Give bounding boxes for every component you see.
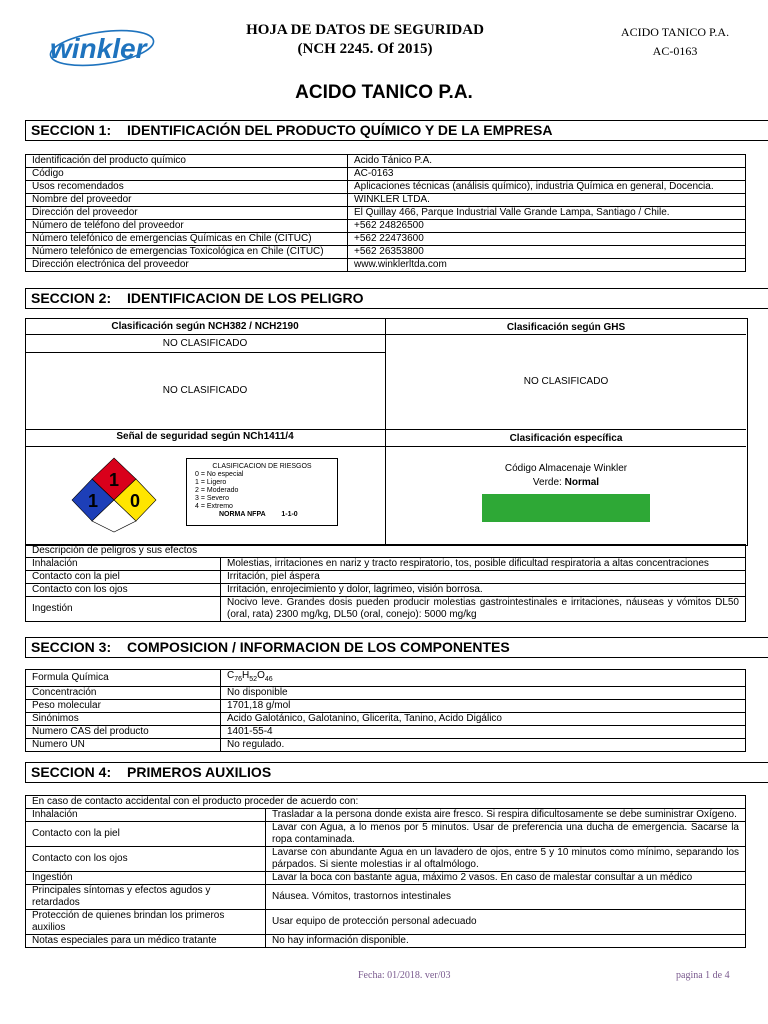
formula-label: Formula Química <box>26 670 221 687</box>
formula-h-count: 52 <box>249 676 258 683</box>
divider <box>25 446 746 447</box>
row-label: Sinónimos <box>26 713 221 726</box>
storage-code-value <box>386 477 746 488</box>
row-label: Inhalación <box>26 809 266 822</box>
row-value: Molestias, irritaciones en nariz y tracto respiratorio, tos, posible dificultad respiratoria a altas concentraciones <box>221 558 746 571</box>
header-product-name: ACIDO TANICO P.A. <box>620 25 730 39</box>
row-value: WINKLER LTDA. <box>348 194 746 207</box>
first-aid-intro: En caso de contacto accidental con el producto proceder de acuerdo con: <box>26 796 746 809</box>
specific-classification-header: Clasificación específica <box>509 433 623 444</box>
row-value: No hay información disponible. <box>266 935 746 948</box>
table-row <box>26 822 746 847</box>
table-row <box>26 713 746 726</box>
ghs-value: NO CLASIFICADO <box>523 376 609 387</box>
nch-value: NO CLASIFICADO <box>162 385 248 396</box>
row-label: Ingestión <box>26 597 221 622</box>
storage-prefix: Verde: <box>532 477 562 488</box>
section1-table <box>25 154 746 272</box>
table-row <box>26 739 746 752</box>
legend-item: 1 = Ligero <box>195 479 227 486</box>
row-label: Notas especiales para un médico tratante <box>26 935 266 948</box>
table-row <box>26 545 746 558</box>
section1-number: SECCION 1: <box>31 122 112 138</box>
section2-number: SECCION 2: <box>31 290 112 306</box>
row-value: Lavarse con abundante Agua en un lavadero de ojos, entre 5 y 10 minutos como mínimo, separando los párpados. Si siente molestias ir al oftalmólogo. <box>266 847 746 872</box>
divider <box>25 334 746 335</box>
row-value: Trasladar a la persona donde exista aire fresco. Si respira dificultosamente se debe suministrar Oxígeno. <box>266 809 746 822</box>
legend-items <box>187 471 337 511</box>
row-label: Protección de quienes brindan los primeros auxilios <box>26 910 266 935</box>
table-row <box>26 935 746 948</box>
row-value: Aplicaciones técnicas (análisis químico), industria Química en general, Docencia. <box>348 181 746 194</box>
row-value: Usar equipo de protección personal adecuado <box>266 910 746 935</box>
ghs-classification-header: Clasificación según GHS <box>506 322 626 333</box>
section3-name: COMPOSICION / INFORMACION DE LOS COMPONENTES <box>127 639 510 655</box>
footer-date: Fecha: 01/2018. ver/03 <box>358 970 451 981</box>
table-row <box>26 910 746 935</box>
row-label: Código <box>26 168 348 181</box>
row-label: Ingestión <box>26 872 266 885</box>
nfpa-health-value: 1 <box>87 491 99 511</box>
legend-item: 3 = Severo <box>195 495 230 502</box>
logo-text: winkler <box>50 33 147 64</box>
row-label: Numero UN <box>26 739 221 752</box>
formula-o-count: 46 <box>264 676 273 683</box>
divider <box>25 352 385 353</box>
row-value: +562 26353800 <box>348 246 746 259</box>
norma-value: 1-1-0 <box>281 511 298 518</box>
section3-number: SECCION 3: <box>31 639 112 655</box>
row-value: No disponible <box>221 687 746 700</box>
nfpa-flammability-value: 1 <box>108 470 120 490</box>
nfpa-diamond-icon <box>70 456 158 534</box>
table-row <box>26 726 746 739</box>
document-header-title <box>200 21 530 59</box>
row-label: Principales síntomas y efectos agudos y retardados <box>26 885 266 910</box>
table-row <box>26 670 746 687</box>
table-row <box>26 885 746 910</box>
row-label: Contacto con los ojos <box>26 847 266 872</box>
section3-table <box>25 669 746 752</box>
row-value: www.winklerltda.com <box>348 259 746 272</box>
formula-value <box>221 670 746 687</box>
row-label: Dirección del proveedor <box>26 207 348 220</box>
norma-label: NORMA NFPA <box>219 511 266 518</box>
storage-color-swatch <box>482 494 650 522</box>
nch-classification-header: Clasificación según NCH382 / NCH2190 <box>111 321 299 332</box>
main-title: ACIDO TANICO P.A. <box>295 82 473 103</box>
table-row <box>26 558 746 571</box>
row-value: Lavar con Agua, a lo menos por 5 minutos. Usar de preferencia una ducha de emergencia. Sacarse la ropa contaminada. <box>266 822 746 847</box>
table-row <box>26 155 746 168</box>
table-row <box>26 259 746 272</box>
table-row <box>26 847 746 872</box>
row-value: Náusea. Vómitos, trastornos intestinales <box>266 885 746 910</box>
row-value: No regulado. <box>221 739 746 752</box>
table-row <box>26 246 746 259</box>
storage-code-label: Código Almacenaje Winkler <box>504 463 628 474</box>
row-value: +562 24826500 <box>348 220 746 233</box>
nfpa-reactivity-value: 0 <box>129 491 141 511</box>
row-value: +562 22473600 <box>348 233 746 246</box>
table-row <box>26 584 746 597</box>
footer-page: pagina 1 de 4 <box>676 970 730 981</box>
section2-header <box>25 288 768 309</box>
row-label: Número de teléfono del proveedor <box>26 220 348 233</box>
row-label: Nombre del proveedor <box>26 194 348 207</box>
row-label: Peso molecular <box>26 700 221 713</box>
row-label: Contacto con la piel <box>26 571 221 584</box>
row-label: Concentración <box>26 687 221 700</box>
table-row <box>26 872 746 885</box>
section4-table <box>25 795 746 948</box>
row-label: Número telefónico de emergencias Químicas en Chile (CITUC) <box>26 233 348 246</box>
header-code: AC-0163 <box>652 44 698 58</box>
section3-header <box>25 637 768 658</box>
table-row <box>26 687 746 700</box>
row-label: Identificación del producto químico <box>26 155 348 168</box>
formula-h: H <box>242 670 250 681</box>
row-label: Dirección electrónica del proveedor <box>26 259 348 272</box>
table-row <box>26 207 746 220</box>
company-logo <box>40 20 170 70</box>
legend-item: 2 = Moderado <box>195 487 239 494</box>
legend-item: 0 = No especial <box>195 471 244 478</box>
row-label: Número telefónico de emergencias Toxicológica en Chile (CITUC) <box>26 246 348 259</box>
row-value: Lavar la boca con bastante agua, máximo 2 vasos. En caso de malestar consultar a un médico <box>266 872 746 885</box>
divider <box>25 429 746 430</box>
section4-header <box>25 762 768 783</box>
section1-header <box>25 120 768 141</box>
section4-number: SECCION 4: <box>31 764 112 780</box>
row-value: El Quillay 466, Parque Industrial Valle Grande Lampa, Santiago / Chile. <box>348 207 746 220</box>
legend-item: 4 = Extremo <box>195 503 233 510</box>
row-value: Irritación, piel áspera <box>221 571 746 584</box>
table-row <box>26 194 746 207</box>
row-value: 1401-55-4 <box>221 726 746 739</box>
signal-header: Señal de seguridad según NCh1411/4 <box>116 431 294 442</box>
legend-title: CLASIFICACION DE RIESGOS <box>212 463 312 470</box>
table-row <box>26 796 746 809</box>
section4-name: PRIMEROS AUXILIOS <box>127 764 272 780</box>
row-label: Contacto con la piel <box>26 822 266 847</box>
formula-o: O <box>257 670 265 681</box>
row-value: 1701,18 g/mol <box>221 700 746 713</box>
table-row <box>26 233 746 246</box>
section1-name: IDENTIFICACIÓN DEL PRODUCTO QUÍMICO Y DE LA EMPRESA <box>127 122 553 138</box>
logo-swoosh-icon <box>40 20 170 70</box>
row-value: Irritación, enrojecimiento y dolor, lagrimeo, visión borrosa. <box>221 584 746 597</box>
row-value: Acido Tánico P.A. <box>348 155 746 168</box>
row-label: Inhalación <box>26 558 221 571</box>
header-title-line2: (NCH 2245. Of 2015) <box>297 41 433 57</box>
formula-c: C <box>227 670 235 681</box>
row-value: Acido Galotánico, Galotanino, Glicerita, Tanino, Acido Digálico <box>221 713 746 726</box>
row-label: Usos recomendados <box>26 181 348 194</box>
table-row <box>26 168 746 181</box>
row-value: Nocivo leve. Grandes dosis pueden producir molestias gastrointestinales e irritaciones, náuseas y vómitos DL50 (oral, rata) 2300 mg/kg, DL50 (oral, conejo): 5000 mg/kg <box>221 597 746 622</box>
nch-value-top: NO CLASIFICADO <box>162 338 248 349</box>
formula-c-count: 76 <box>234 676 243 683</box>
header-product-info <box>600 23 750 61</box>
table-row <box>26 700 746 713</box>
row-label: Contacto con los ojos <box>26 584 221 597</box>
divider <box>385 318 386 544</box>
section2-name: IDENTIFICACION DE LOS PELIGRO <box>127 290 364 306</box>
storage-value: Normal <box>564 477 600 488</box>
risk-legend <box>186 458 338 526</box>
table-row <box>26 181 746 194</box>
table-row <box>26 571 746 584</box>
hazards-table <box>25 544 746 622</box>
table-row <box>26 597 746 622</box>
hazards-header: Descripción de peligros y sus efectos <box>26 545 746 558</box>
row-label: Numero CAS del producto <box>26 726 221 739</box>
table-row <box>26 809 746 822</box>
header-title-line1: HOJA DE DATOS DE SEGURIDAD <box>246 22 484 38</box>
row-value: AC-0163 <box>348 168 746 181</box>
legend-norma <box>187 511 337 519</box>
table-row <box>26 220 746 233</box>
